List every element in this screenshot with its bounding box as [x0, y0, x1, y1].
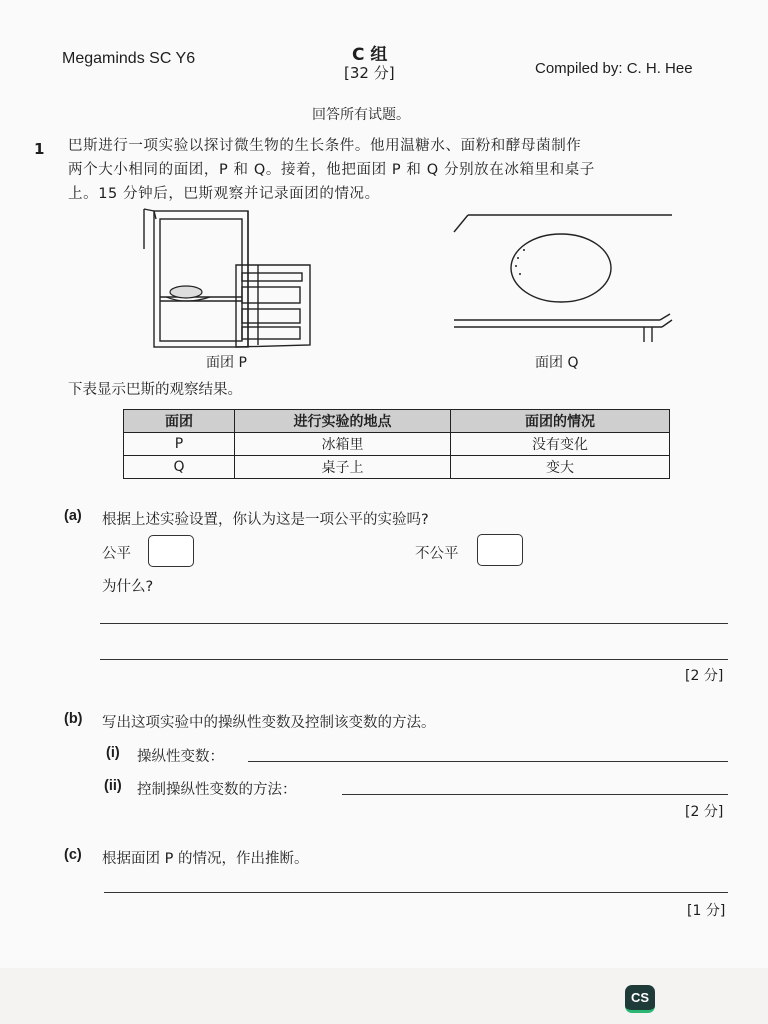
caption-dough-p: 面团 P — [206, 355, 247, 371]
column-header: 面团的情况 — [451, 410, 670, 433]
section-title: C 组 — [352, 45, 388, 65]
question-line: 上。15 分钟后，巴斯观察并记录面团的情况。 — [68, 186, 380, 202]
part-b-i-label: (i) — [106, 745, 120, 761]
option-unfair-label: 不公平 — [415, 546, 459, 562]
observation-table — [123, 409, 670, 479]
question-line: 两个大小相同的面团，P 和 Q。接着，他把面团 P 和 Q 分别放在冰箱里和桌子 — [68, 162, 595, 178]
part-a-marks: [2 分] — [685, 668, 724, 684]
part-a-label: (a) — [64, 508, 82, 524]
answer-line-b-ii[interactable] — [342, 794, 728, 795]
unfair-checkbox[interactable] — [477, 534, 523, 566]
header-left-text: Megaminds SC Y6 — [62, 50, 196, 67]
table-cell: P — [124, 433, 235, 456]
table-intro: 下表显示巴斯的观察结果。 — [68, 382, 242, 398]
table-cell: 冰箱里 — [235, 433, 451, 456]
part-c-question: 根据面团 P 的情况，作出推断。 — [102, 851, 309, 867]
part-b-ii-text: 控制操纵性变数的方法： — [137, 782, 297, 798]
table-dough-illustration — [448, 210, 678, 350]
part-b-ii-label: (ii) — [104, 778, 122, 794]
part-b-i-text: 操纵性变数： — [137, 749, 224, 765]
part-b-question: 写出这项实验中的操纵性变数及控制该变数的方法。 — [102, 715, 436, 731]
part-a-question: 根据上述实验设置，你认为这是一项公平的实验吗? — [102, 512, 429, 528]
table-header-row — [124, 410, 670, 433]
table-cell: 变大 — [451, 456, 670, 479]
why-prompt: 为什么? — [102, 579, 154, 595]
table-cell: 没有变化 — [451, 433, 670, 456]
camscanner-logo: CS — [625, 985, 655, 1013]
part-b-label: (b) — [64, 711, 83, 727]
fair-checkbox[interactable] — [148, 535, 194, 567]
question-number: 1 — [34, 140, 45, 158]
fridge-illustration — [140, 205, 320, 350]
option-fair-label: 公平 — [102, 546, 131, 562]
column-header: 面团 — [124, 410, 235, 433]
part-c-label: (c) — [64, 847, 82, 863]
answer-line-a2[interactable] — [100, 659, 728, 660]
table-row — [124, 456, 670, 479]
question-line: 巴斯进行一项实验以探讨微生物的生长条件。他用温糖水、面粉和酵母菌制作 — [68, 138, 582, 154]
answer-line-a1[interactable] — [100, 623, 728, 624]
part-c-marks: [1 分] — [687, 903, 726, 919]
question-text — [68, 134, 728, 206]
answer-line-b-i[interactable] — [248, 761, 728, 762]
header-right-text: Compiled by: C. H. Hee — [535, 60, 693, 77]
answer-line-c[interactable] — [104, 892, 728, 893]
table-cell: Q — [124, 456, 235, 479]
table-cell: 桌子上 — [235, 456, 451, 479]
table-row — [124, 433, 670, 456]
column-header: 进行实验的地点 — [235, 410, 451, 433]
part-b-marks: [2 分] — [685, 804, 724, 820]
instruction: 回答所有试题。 — [312, 107, 410, 123]
caption-dough-q: 面团 Q — [535, 355, 579, 371]
section-marks: [32 分] — [344, 64, 395, 82]
